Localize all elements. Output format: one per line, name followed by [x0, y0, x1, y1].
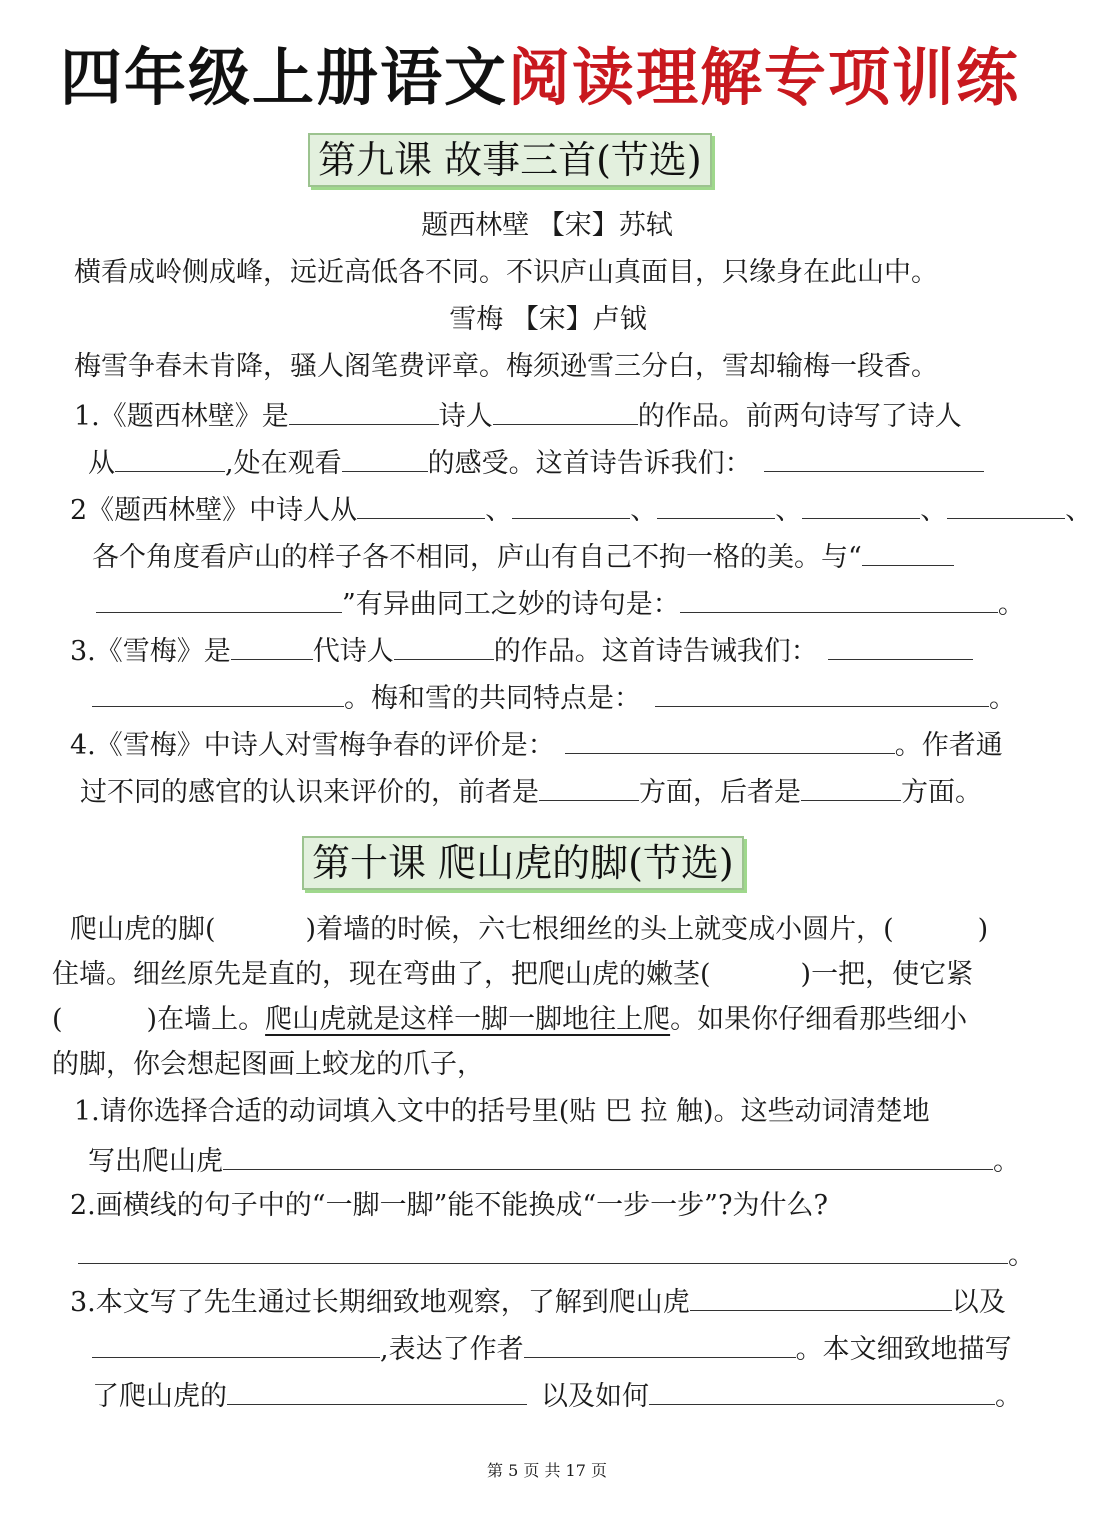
answer-blank[interactable]	[565, 725, 895, 754]
l10-question-2-line1: 2.画横线的句子中的“一脚一脚”能不能换成“一步一步”?为什么?	[70, 1190, 828, 1221]
answer-blank[interactable]	[649, 1376, 995, 1405]
page-number: 第 5 页 共 17 页	[487, 1461, 607, 1480]
title-part-black: 四年级上册语文	[59, 41, 508, 114]
answer-blank[interactable]	[115, 443, 225, 472]
l9-question-2-line3: ”有异曲同工之妙的诗句是： 。	[96, 584, 1025, 623]
answer-blank[interactable]	[947, 490, 1065, 519]
l10-question-2-line2: 。	[78, 1235, 1035, 1274]
poem1-title: 题西林壁 【宋】苏轼	[421, 210, 673, 241]
l9-question-2-line2: 各个角度看庐山的样子各不相同，庐山有自己不拘一格的美。与“	[92, 537, 954, 576]
answer-blank[interactable]	[680, 584, 998, 613]
answer-blank[interactable]	[92, 678, 344, 707]
answer-blank[interactable]	[227, 1376, 527, 1405]
l10-passage-line3: ( )在墙上。爬山虎就是这样一脚一脚地往上爬。如果你仔细看那些细小	[52, 1004, 968, 1035]
l9-question-1-line2: 从 ,处在观看 的感受。这首诗告诉我们：	[88, 443, 984, 482]
l10-question-3-line2: ,表达了作者 。本文细致地描写	[92, 1329, 1012, 1368]
answer-blank[interactable]	[801, 772, 901, 801]
l9-question-3-line1: 3.《雪梅》是 代诗人 的作品。这首诗告诫我们：	[70, 631, 973, 670]
l10-question-1-line2: 写出爬山虎 。	[88, 1141, 1020, 1180]
l10-question-3-line1: 3.本文写了先生通过长期细致地观察，了解到爬山虎 以及	[70, 1282, 1006, 1321]
answer-blank[interactable]	[357, 490, 485, 519]
answer-blank[interactable]	[342, 443, 428, 472]
l10-passage-line4: 的脚，你会想起图画上蛟龙的爪子，	[52, 1049, 484, 1080]
answer-blank[interactable]	[655, 678, 989, 707]
answer-blank[interactable]	[828, 631, 973, 660]
poem1-text: 横看成岭侧成峰，远近高低各不同。不识庐山真面目，只缘身在此山中。	[74, 257, 938, 288]
answer-blank[interactable]	[802, 490, 920, 519]
l9-question-1-line1: 1.《题西林壁》是 诗人 的作品。前两句诗写了诗人	[74, 396, 962, 435]
answer-blank[interactable]	[764, 443, 984, 472]
underlined-sentence: 爬山虎就是这样一脚一脚地往上爬	[265, 1004, 671, 1035]
answer-blank[interactable]	[524, 1329, 796, 1358]
l10-question-3-line3: 了爬山虎的 以及如何 。	[92, 1376, 1022, 1415]
l9-question-3-line2: 。梅和雪的共同特点是： 。	[92, 678, 1016, 717]
answer-blank[interactable]	[223, 1141, 993, 1170]
answer-blank[interactable]	[690, 1282, 952, 1311]
answer-blank[interactable]	[539, 772, 639, 801]
poem2-text: 梅雪争春未肯降，骚人阁笔费评章。梅须逊雪三分白，雪却输梅一段香。	[74, 351, 938, 382]
l9-question-4-line1: 4.《雪梅》中诗人对雪梅争春的评价是： 。作者通	[70, 725, 1003, 764]
answer-blank[interactable]	[96, 584, 342, 613]
page-title	[0, 40, 1080, 116]
poem2-title: 雪梅 【宋】卢钺	[449, 304, 647, 335]
l10-passage-line1: 爬山虎的脚( )着墙的时候，六七根细丝的头上就变成小圆片，( )	[70, 914, 989, 945]
answer-blank[interactable]	[289, 396, 439, 425]
lesson9-header: 第九课 故事三首(节选)	[308, 133, 712, 187]
l9-question-4-line2: 过不同的感官的认识来评价的，前者是 方面，后者是 方面。	[80, 772, 982, 811]
answer-blank[interactable]	[862, 537, 954, 566]
answer-blank[interactable]	[512, 490, 630, 519]
answer-blank[interactable]	[231, 631, 313, 660]
answer-blank[interactable]	[394, 631, 494, 660]
l10-passage-line2: 住墙。细丝原先是直的，现在弯曲了，把爬山虎的嫩茎( )一把，使它紧	[52, 959, 974, 990]
answer-blank[interactable]	[92, 1329, 380, 1358]
answer-blank[interactable]	[657, 490, 775, 519]
answer-blank[interactable]	[78, 1235, 1008, 1264]
lesson10-header: 第十课 爬山虎的脚(节选)	[302, 836, 744, 890]
l9-question-2-line1: 2《题西林壁》中诗人从 、 、 、 、 、	[70, 490, 1092, 529]
answer-blank[interactable]	[493, 396, 638, 425]
l10-question-1-line1: 1.请你选择合适的动词填入文中的括号里(贴 巴 拉 触)。这些动词清楚地	[74, 1096, 930, 1127]
title-part-red: 阅读理解专项训练	[508, 41, 1021, 114]
